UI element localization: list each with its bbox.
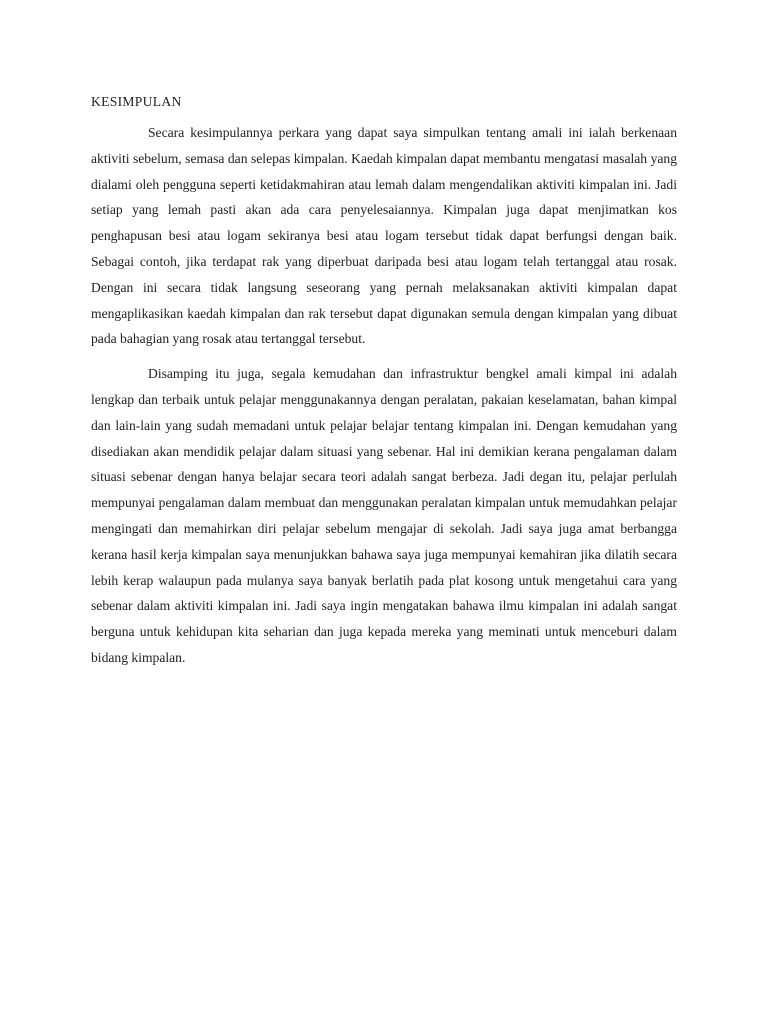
document-body: [91, 92, 677, 680]
paragraph: Disamping itu juga, segala kemudahan dan infrastruktur bengkel amali kimpal ini adalah lengkap dan terbaik untuk pelajar menggunakannya dengan peralatan, pakaian keselamatan, bahan kimpal dan lain-lain yang sudah memadani untuk pelajar belajar tentang kimpalan ini. Dengan kemudahan yang disediakan akan mendidik pelajar dalam situasi yang sebenar. Hal ini demikian kerana pengalaman dalam situasi sebenar dengan hanya belajar secara teori adalah sangat berbeza. Jadi degan itu, pelajar perlulah mempunyai pengalaman dalam membuat dan menggunakan peralatan kimpalan untuk memudahkan pelajar mengingati dan memahirkan diri pelajar sebelum mengajar di sekolah. Jadi saya juga amat berbangga kerana hasil kerja kimpalan saya menunjukkan bahawa saya juga mempunyai kemahiran jika dilatih secara lebih kerap walaupun pada mulanya saya banyak berlatih pada plat kosong untuk mengetahui cara yang sebenar dalam aktiviti kimpalan ini. Jadi saya ingin mengatakan bahawa ilmu kimpalan ini adalah sangat berguna untuk kehidupan kita seharian dan juga kepada mereka yang meminati untuk menceburi dalam bidang kimpalan.: [91, 366, 677, 665]
paragraph: Secara kesimpulannya perkara yang dapat saya simpulkan tentang amali ini ialah berkenaan aktiviti sebelum, semasa dan selepas kimpalan. Kaedah kimpalan dapat membantu mengatasi masalah yang dialami oleh pengguna seperti ketidakmahiran atau lemah dalam mengendalikan aktiviti kimpalan ini. Jadi setiap yang lemah pasti akan ada cara penyelesaiannya. Kimpalan juga dapat menjimatkan kos penghapusan besi atau logam sekiranya besi atau logam tersebut tidak dapat berfungsi dengan baik. Sebagai contoh, jika terdapat rak yang diperbuat daripada besi atau logam telah tertanggal atau rosak. Dengan ini secara tidak langsung seseorang yang pernah melaksanakan aktiviti kimpalan dapat mengaplikasikan kaedah kimpalan dan rak tersebut dapat digunakan semula dengan kimpalan yang dibuat pada bahagian yang rosak atau tertanggal tersebut.: [91, 125, 677, 347]
section-heading: KESIMPULAN: [91, 94, 182, 109]
